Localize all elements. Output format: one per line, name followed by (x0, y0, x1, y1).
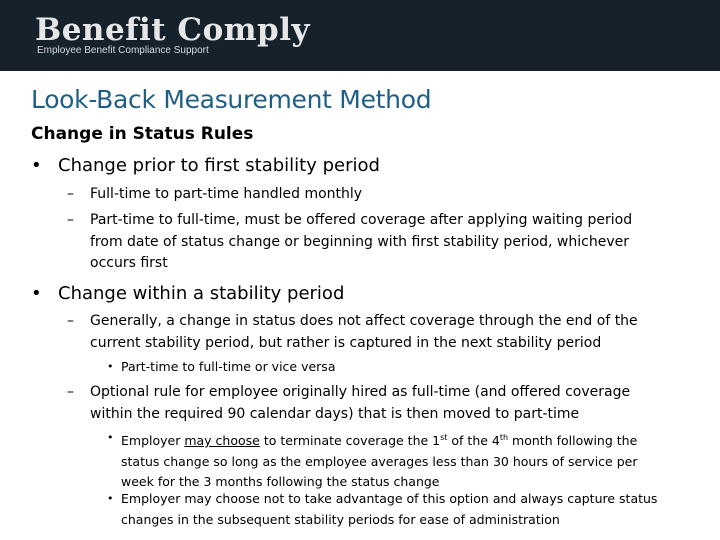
brand-tagline: Employee Benefit Compliance Support (37, 45, 209, 56)
slide-title: Look-Back Measurement Method (31, 85, 432, 114)
bullet-text: Change prior to first stability period (58, 155, 380, 176)
bullet-dot-icon: • (107, 431, 114, 444)
subsub-bullet-part-to-full (103, 357, 663, 378)
text-part1: to terminate coverage the 1 (259, 433, 441, 449)
slide-subtitle: Change in Status Rules (31, 124, 254, 144)
subsub-bullet-employer-may-choose (103, 428, 663, 493)
brand-name: Benefit Comply (35, 12, 311, 48)
bullet-dot-icon: • (107, 360, 114, 373)
bullet-dot-icon: • (107, 492, 114, 505)
subsub-bullet-employer-not-take (103, 489, 663, 530)
sub-bullet-generally (67, 311, 667, 354)
bullet-dot-icon: • (31, 283, 42, 304)
superscript-st: st (440, 433, 448, 442)
text-part2: of the 4 (447, 433, 500, 449)
text-part3: month following the status change so long as the employee averages less than 30 hours of service per week for the 3 months following the status change (121, 433, 638, 490)
superscript-th: th (499, 433, 509, 442)
sub-bullet-text: Optional rule for employee originally hired as full-time (and offered coverage within the required 90 calendar days) that is then moved to part-time (90, 384, 631, 422)
dash-icon: – (67, 186, 74, 202)
subsub-bullet-text (121, 428, 663, 493)
emphasis-may-choose: may choose (184, 433, 260, 449)
bullet-change-within (31, 283, 344, 304)
sub-bullet-full-to-part (67, 184, 667, 206)
dash-icon: – (67, 384, 74, 400)
sub-bullet-optional-rule (67, 382, 667, 425)
sub-bullet-text: Part-time to full-time, must be offered coverage after applying waiting period from date of status change or beginning with first stability period, whichever occurs first (90, 212, 633, 271)
text-lead: Employer (121, 433, 185, 449)
sub-bullet-text: Full-time to part-time handled monthly (90, 186, 363, 202)
dash-icon: – (67, 212, 74, 228)
bullet-change-prior (31, 155, 380, 176)
bullet-dot-icon: • (31, 155, 42, 176)
bullet-text: Change within a stability period (58, 283, 345, 304)
sub-bullet-text: Generally, a change in status does not affect coverage through the end of the current stability period, but rather is captured in the next stability period (90, 313, 638, 351)
subsub-bullet-text: Part-time to full-time or vice versa (121, 359, 336, 374)
sub-bullet-part-to-full (67, 210, 667, 275)
header-banner (0, 0, 720, 71)
subsub-bullet-text: Employer may choose not to take advantage of this option and always capture status changes in the subsequent stability periods for ease of administration (121, 491, 658, 527)
dash-icon: – (67, 313, 74, 329)
